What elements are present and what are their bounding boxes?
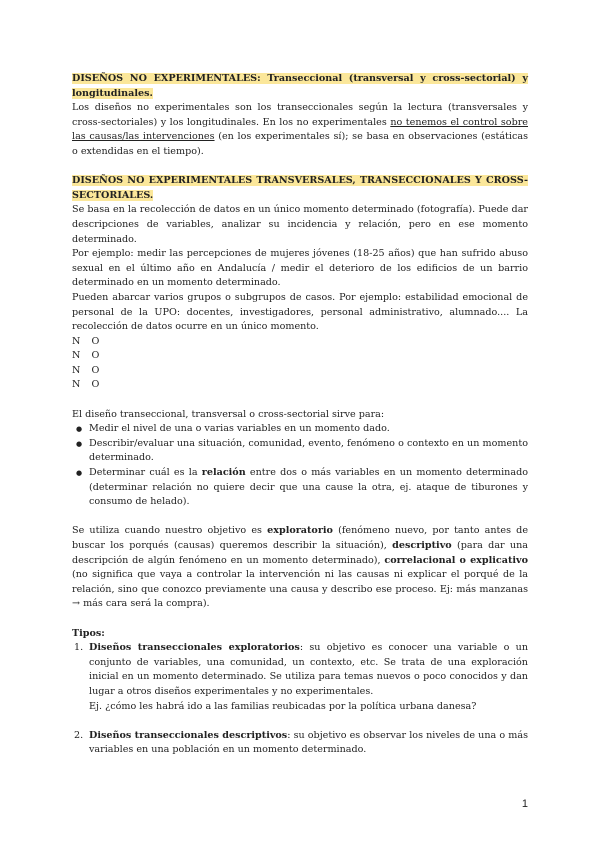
purpose-list — [72, 422, 528, 510]
s4-a: Se utiliza cuando nuestro objetivo es — [72, 525, 268, 537]
section3-intro: El diseño transeccional, transversal o cross-sectorial sirve para: — [72, 408, 385, 420]
no-line: N O — [72, 335, 104, 347]
s4-correlacional: correlacional o explicativo — [384, 554, 529, 566]
section2-paragraph-2: Por ejemplo: medir las percepciones de mujeres jóvenes (18-25 años) que han sufrido abuso sexual en el último año en Andalucía / medir el deterioro de los edificios de un barrio determinado en un momento determinado. — [72, 248, 528, 289]
no-line: N O — [72, 350, 104, 362]
no-line: N O — [72, 379, 104, 391]
tipos-list — [72, 641, 528, 758]
section1-paragraph — [72, 101, 528, 159]
section1-heading — [72, 72, 528, 101]
item1-example: Ej. ¿cómo les habrá ido a las familias reubicadas por la política urbana danesa? — [89, 700, 477, 712]
bullet3-bold: relación — [201, 467, 246, 479]
list-item — [74, 729, 528, 758]
section1-heading-text: DISEÑOS NO EXPERIMENTALES: Transeccional (transversal y cross-sectorial) y longitudinales. — [72, 73, 528, 99]
section2-paragraph-1: Se basa en la recolección de datos en un único momento determinado (fotografía). Puede dar descripciones de variables, analizar su incidencia y relación, pero en ese momento determinado. — [72, 204, 528, 245]
s4-exploratorio: exploratorio — [267, 525, 333, 537]
section2-heading — [72, 174, 528, 203]
list-item: ● Describir/evaluar una situación, comunidad, evento, fenómeno o contexto en un momento determinado. — [89, 437, 528, 466]
item1-number: 1. — [74, 642, 84, 654]
document-page — [72, 72, 528, 758]
list-item — [74, 641, 528, 729]
s4-g: (no significa que vaya a controlar la intervención ni las causas ni explicar el porqué de la relación, sino que conozco previamente una causa y describo ese proceso. Ej: más manzanas → más cara será la compra). — [72, 569, 528, 610]
section2-heading-text: DISEÑOS NO EXPERIMENTALES TRANSVERSALES, TRANSECCIONALES Y CROSS-SECTORIALES. — [72, 175, 528, 201]
s4-descriptivo: descriptivo — [392, 540, 452, 551]
item1-bold: Diseños transeccionales exploratorios — [89, 642, 300, 654]
list-item: ● Medir el nivel de una o varias variables en un momento dado. — [89, 422, 528, 437]
section4-paragraph — [72, 524, 528, 612]
no-line: N O — [72, 364, 104, 376]
s4-c: (fenómeno nuevo, por tanto antes de buscar los porqués (causas) queremos describir la situación), — [72, 525, 528, 551]
tipos-title-text: Tipos: — [72, 627, 105, 639]
section1-text-end: (en los experimentales sí); se basa en observaciones (estáticas o extendidas en el tiempo). — [72, 131, 529, 157]
list-item — [89, 466, 528, 510]
bullet3-text-c: entre dos o más variables en un momento determinado (determinar relación no quiere decir que una cause la otra, ej. ataque de tiburones y consumo de helado). — [89, 467, 528, 508]
item2-number: 2. — [74, 729, 84, 741]
item2-text: : su objetivo es observar los niveles de una o más variables en una población en un momento determinado. — [89, 729, 528, 756]
item1-text: : su objetivo es conocer una variable o un conjunto de variables, una comunidad, un contexto, etc. Se trata de una exploración inicial en un momento determinado. Se utiliza para temas nuevos o poco conocidos y dan lugar a otros diseños experimentales y no experimentales. — [89, 642, 528, 697]
item2-bold: Diseños transeccionales descriptivos — [89, 729, 288, 741]
tipos-title — [72, 627, 528, 642]
s4-e: (para dar una descripción de algún fenómeno en un momento determinado), — [72, 540, 528, 566]
section1-underlined-text: no tenemos el control sobre las causas/las intervenciones — [72, 116, 528, 143]
bullet3-text-a: Determinar cuál es la — [89, 467, 202, 479]
page-number: 1 — [521, 798, 528, 810]
section2-paragraph-3: Pueden abarcar varios grupos o subgrupos de casos. Por ejemplo: estabilidad emocional de personal de la UPO: docentes, investigadores, personal administrativo, alumnado.... La recolección de datos ocurre en un único momento. — [72, 291, 528, 333]
section1-text-start: Los diseños no experimentales son los transeccionales según la lectura (transversales y cross-sectoriales) y los longitudinales. En los no experimentales — [72, 102, 528, 128]
